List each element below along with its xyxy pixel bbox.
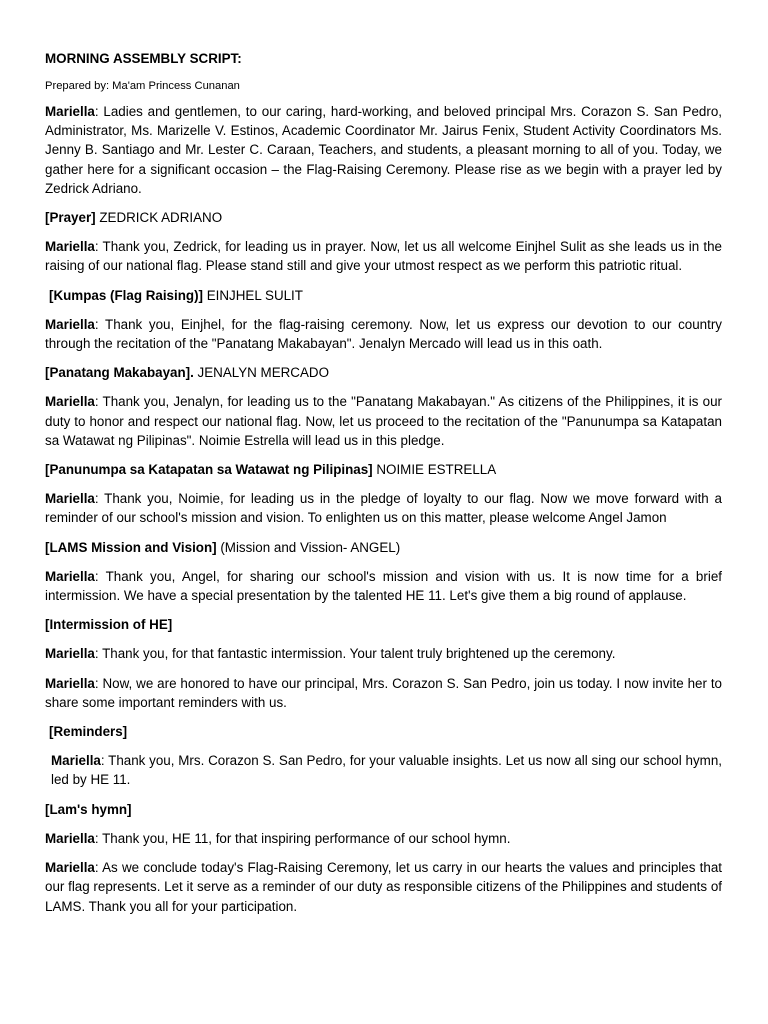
cue-flag-raising xyxy=(45,286,722,305)
script-line-hymn-thanks xyxy=(45,829,722,848)
script-line-intermission-thanks xyxy=(45,644,722,663)
cue-label: [Prayer] xyxy=(45,210,96,226)
cue-label: [Panatang Makabayan]. xyxy=(45,365,194,381)
line-text: : Now, we are honored to have our principal, Mrs. Corazon S. San Pedro, join us today. I now invite her to share some important reminders with us. xyxy=(45,675,722,710)
speaker-name: Mariella xyxy=(45,394,95,410)
script-line-hymn-intro xyxy=(45,751,722,789)
document-title: MORNING ASSEMBLY SCRIPT: xyxy=(45,51,242,66)
cue-panatang xyxy=(45,363,722,382)
script-line-closing xyxy=(45,858,722,916)
cue-mission-vision xyxy=(45,538,722,557)
speaker-name: Mariella xyxy=(45,860,95,876)
cue-label: [LAMS Mission and Vision] xyxy=(45,539,217,555)
speaker-name: Mariella xyxy=(45,104,95,119)
cue-text: NOIMIE ESTRELLA xyxy=(372,462,497,478)
cue-label: [Reminders] xyxy=(49,724,128,740)
speaker-name: Mariella xyxy=(45,568,95,584)
speaker-name: Mariella xyxy=(45,675,95,691)
cue-label: [Intermission of HE] xyxy=(45,617,173,633)
cue-text: JENALYN MERCADO xyxy=(193,365,329,381)
cue-hymn xyxy=(45,800,722,819)
line-text: : Thank you, Angel, for sharing our school's mission and vision with us. It is now time for a brief intermission. We have a special presentation by the talented HE 11. Let's give them a big round of applause. xyxy=(45,568,722,604)
line-text: : Thank you, Einjhel, for the flag-raising ceremony. Now, let us express our devotion to our country through the recitation of the "Panatang Makabayan". Jenalyn Mercado will lead us in this oath. xyxy=(45,316,722,352)
cue-reminders xyxy=(45,722,722,741)
line-text: : Thank you, Jenalyn, for leading us to the "Panatang Makabayan." As citizens of the Philippines, it is our duty to honor and respect our national flag. Now, let us proceed to the recitation of the "Panunumpa sa Katapatan sa Watawat ng Pilipinas". Noimie Estrella will lead us in this pledge. xyxy=(45,394,722,448)
cue-label: [Lam's hymn] xyxy=(45,801,132,817)
cue-prayer xyxy=(45,208,722,227)
speaker-name: Mariella xyxy=(45,646,95,662)
script-line-panatang-intro xyxy=(45,315,722,353)
speaker-name: Mariella xyxy=(45,316,95,332)
cue-intermission xyxy=(45,615,722,634)
cue-text: (Mission and Vission- ANGEL) xyxy=(216,539,401,555)
script-line-welcome xyxy=(45,102,722,198)
line-text: : Thank you, Zedrick, for leading us in prayer. Now, let us all welcome Einjhel Sulit as she leads us in the raising of our national flag. Please stand still and give your utmost respect as we perform this patriotic ritual. xyxy=(45,239,722,274)
script-line-principal-intro xyxy=(45,674,722,712)
cue-text: EINJHEL SULIT xyxy=(203,287,303,303)
cue-label: [Panunumpa sa Katapatan sa Watawat ng Pilipinas] xyxy=(45,462,373,478)
script-line-flag-intro xyxy=(45,237,722,275)
line-text: : Ladies and gentlemen, to our caring, hard-working, and beloved principal Mrs. Corazon S. San Pedro, Administrator, Ms. Marizelle V. Estinos, Academic Coordinator Mr. Jairus Fenix, Student Activity Coordinators Ms. Jenny B. Santiago and Mr. Lester C. Caraan, Teachers, and students, a pleasant morning to all of you. Today, we gather here for a significant occasion – the Flag-Raising Ceremony. Please rise as we begin with a prayer led by Zedrick Adriano. xyxy=(45,104,722,196)
cue-panunumpa xyxy=(45,460,722,479)
speaker-name: Mariella xyxy=(51,753,101,769)
speaker-name: Mariella xyxy=(45,491,95,507)
line-text: : Thank you, Mrs. Corazon S. San Pedro, for your valuable insights. Let us now all sing our school hymn, led by HE 11. xyxy=(51,753,722,788)
speaker-name: Mariella xyxy=(45,239,95,255)
line-text: : Thank you, Noimie, for leading us in the pledge of loyalty to our flag. Now we move forward with a reminder of our school's mission and vision. To enlighten us on this matter, please welcome Angel Jamon xyxy=(45,491,722,526)
line-text: : Thank you, for that fantastic intermission. Your talent truly brightened up the ceremony. xyxy=(94,646,616,662)
cue-label: [Kumpas (Flag Raising)] xyxy=(49,287,203,303)
cue-text: ZEDRICK ADRIANO xyxy=(95,210,223,226)
script-line-intermission-intro xyxy=(45,567,722,605)
prepared-by: Prepared by: Ma'am Princess Cunanan xyxy=(45,80,240,92)
script-line-mission-intro xyxy=(45,489,722,527)
line-text: : Thank you, HE 11, for that inspiring performance of our school hymn. xyxy=(94,830,511,846)
speaker-name: Mariella xyxy=(45,830,95,846)
script-line-panunumpa-intro xyxy=(45,392,722,450)
line-text: : As we conclude today's Flag-Raising Ceremony, let us carry in our hearts the values and principles that our flag represents. Let it serve as a reminder of our duty as responsible citizens of the Philippines and students of LAMS. Thank you all for your participation. xyxy=(45,860,722,914)
